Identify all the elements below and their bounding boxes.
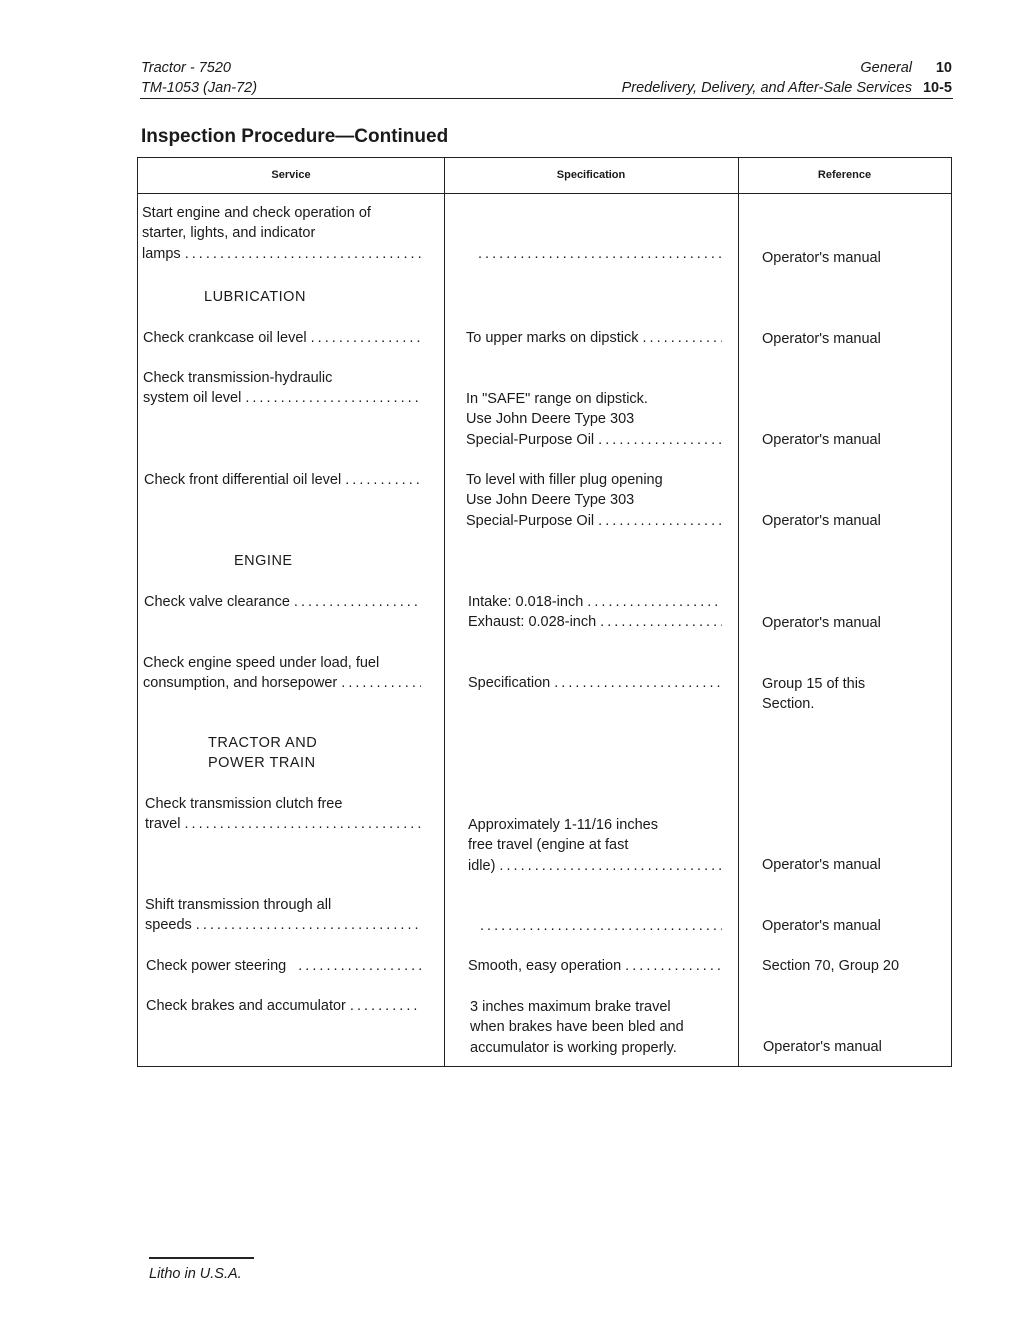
column-header-reference: Reference [817, 169, 872, 181]
header-manual-number: TM-1053 (Jan-72) [141, 80, 258, 97]
header-group-name: Predelivery, Delivery, and After-Sale Services [621, 80, 912, 97]
spec-start-engine [466, 244, 722, 264]
reference-power-steering: Section 70, Group 20 [762, 958, 900, 974]
page-title: Inspection Procedure—Continued [141, 126, 449, 147]
header-right [622, 58, 952, 99]
header-left [141, 58, 257, 99]
reference-clutch-free-travel: Operator's manual [762, 857, 881, 873]
service-start-engine: Start engine and check operation of starter, lights, and indicator lamps . . . [142, 203, 422, 264]
reference-brakes: Operator's manual [763, 1039, 882, 1055]
spec-engine-speed: Specification . . . [468, 673, 722, 693]
reference-transmission-hydraulic: Operator's manual [762, 432, 881, 448]
service-engine-speed: Check engine speed under load, fuel consumption, and horsepower . . . [143, 653, 421, 694]
spec-valve-clearance: Intake: 0.018-inch . . . Exhaust: 0.028-inch . . . [468, 592, 722, 633]
header-model: Tractor - 7520 [141, 60, 231, 76]
reference-valve-clearance: Operator's manual [762, 615, 881, 631]
service-crankcase: Check crankcase oil level . . . [143, 328, 421, 348]
header-rule [140, 98, 953, 99]
column-header-service: Service [271, 169, 311, 181]
spec-front-differential: To level with filler plug opening Use John Deere Type 303 Special-Purpose Oil . . . [466, 470, 722, 531]
header-section-number: 10 [935, 60, 952, 76]
footer-rule [149, 1257, 254, 1259]
spec-power-steering: Smooth, easy operation . . . [468, 956, 722, 976]
footer-litho: Litho in U.S.A. [149, 1266, 242, 1282]
header-section-name: General [860, 60, 912, 76]
section-heading-engine: ENGINE [234, 553, 293, 569]
header-page-number: 10-5 [922, 80, 952, 97]
spec-crankcase: To upper marks on dipstick . . . [466, 328, 722, 348]
reference-crankcase: Operator's manual [762, 331, 881, 347]
spec-transmission-hydraulic: In "SAFE" range on dipstick. Use John Deere Type 303 Special-Purpose Oil . . . [466, 389, 722, 450]
service-transmission-hydraulic: Check transmission-hydraulic system oil level . . . [143, 368, 421, 409]
service-front-differential: Check front differential oil level . . . [144, 470, 421, 490]
reference-shift-transmission: Operator's manual [762, 918, 881, 934]
reference-start-engine: Operator's manual [762, 250, 881, 266]
header-divider [138, 193, 951, 194]
service-power-steering: Check power steering . . . [146, 956, 421, 976]
spec-shift-transmission [468, 916, 722, 936]
section-heading-tractor-power-train: TRACTOR AND POWER TRAIN [208, 735, 318, 772]
column-header-specification: Specification [556, 169, 626, 181]
reference-front-differential: Operator's manual [762, 513, 881, 529]
column-divider [444, 158, 445, 1066]
service-clutch-free-travel: Check transmission clutch free travel . . . [145, 794, 421, 835]
spec-brakes: 3 inches maximum brake travel when brakes have been bled and accumulator is working properly. [470, 999, 684, 1056]
service-brakes: Check brakes and accumulator . . . [146, 996, 421, 1016]
spec-clutch-free-travel: Approximately 1-11/16 inches free travel (engine at fast idle) . . . [468, 815, 722, 876]
service-shift-transmission: Shift transmission through all speeds . . . [145, 895, 421, 936]
reference-engine-speed: Group 15 of this Section. [762, 676, 866, 713]
column-divider [738, 158, 739, 1066]
section-heading-lubrication: LUBRICATION [204, 289, 306, 305]
service-valve-clearance: Check valve clearance . . . [144, 592, 421, 612]
